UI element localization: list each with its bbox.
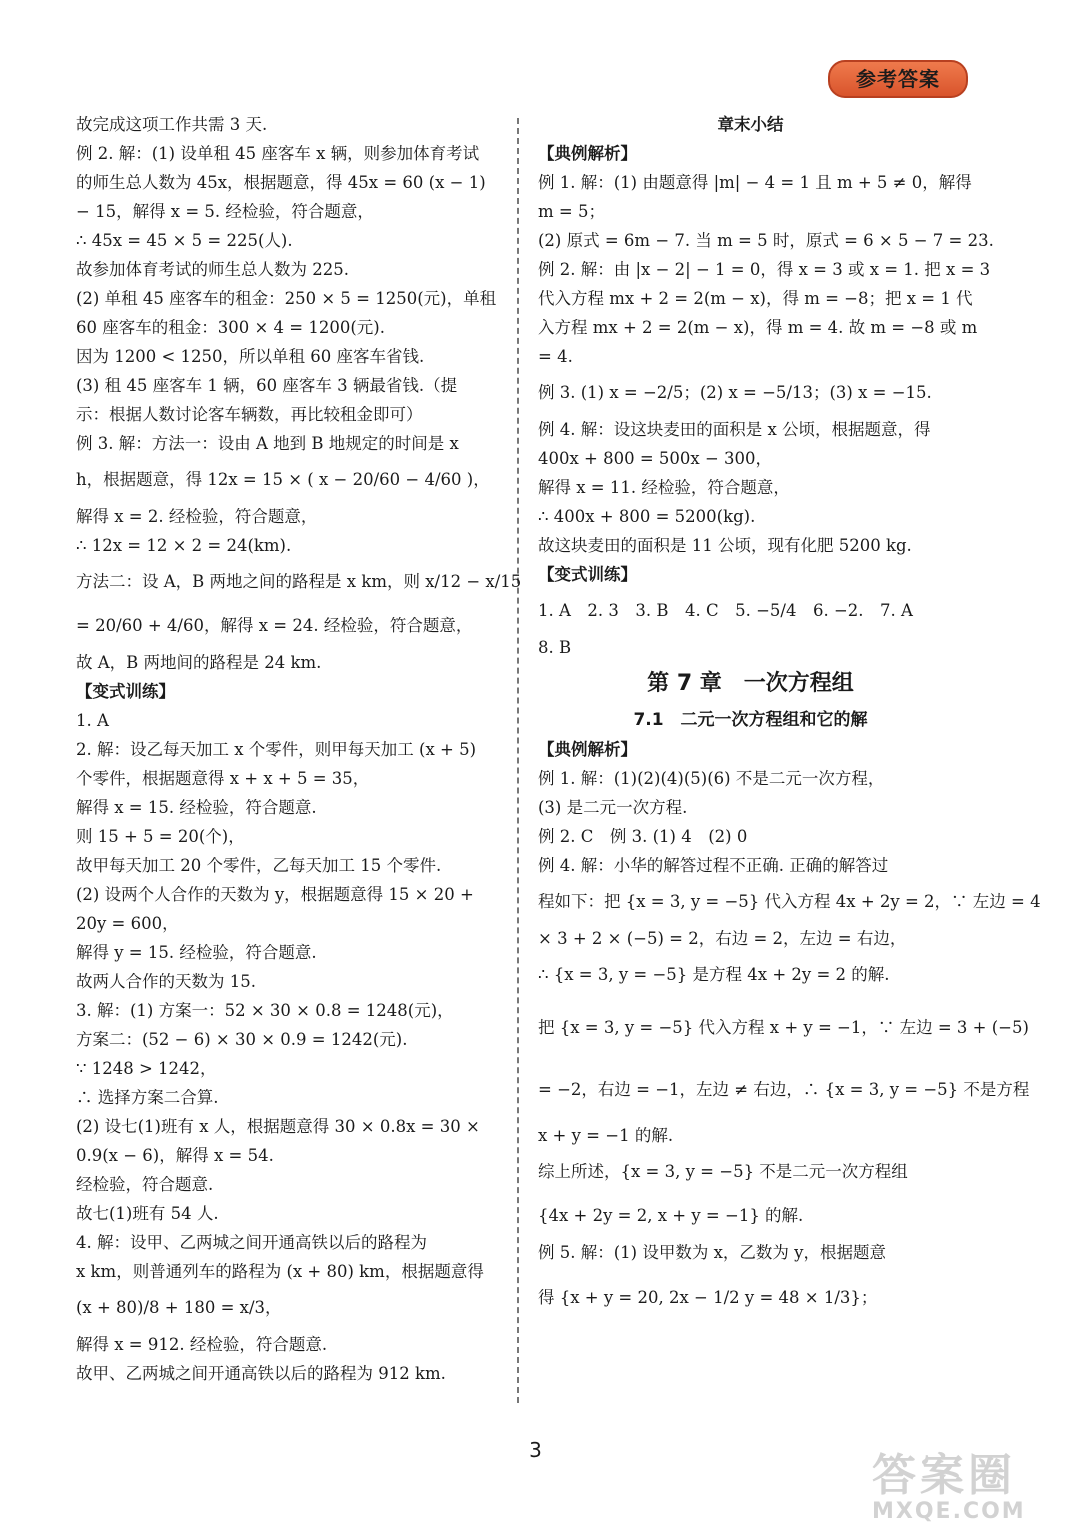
text-line: 得 {x + y = 20, 2x − 1/2 y = 48 × 1/3}； [538,1288,878,1307]
text-line: m = 5； [538,202,605,221]
text-line: 解得 y = 15. 经检验，符合题意. [76,943,317,962]
text-line: 60 座客车的租金：300 × 4 = 1200(元). [76,318,385,337]
text-line: 1. A [76,711,109,730]
text-line: 例 2. C 例 3. (1) 4 (2) 0 [538,827,748,846]
text-line: ∴ 400x + 800 = 5200(kg). [538,507,756,526]
left-column [76,110,522,1388]
text-line: (2) 单租 45 座客车的租金：250 × 5 = 1250(元)，单租 [76,289,497,308]
text-line: 程如下：把 {x = 3, y = −5} 代入方程 4x + 2y = 2，∵ 左边 = 4 [538,892,1041,911]
text-line: h，根据题意，得 12x = 15 × ( x − 20/60 − 4/60 )， [76,470,490,489]
section-heading: 【典例解析】 [538,740,637,759]
text-line: 因为 1200 < 1250，所以单租 60 座客车省钱. [76,347,425,366]
text-line: (x + 80)/8 + 180 = x/3， [76,1298,282,1317]
text-line: 则 15 + 5 = 20(个)， [76,827,245,846]
text-line: 解得 x = 11. 经检验，符合题意， [538,478,790,497]
text-line: ∴ {x = 3, y = −5} 是方程 4x + 2y = 2 的解. [538,965,890,984]
text-line: ∴ 45x = 45 × 5 = 225(人). [76,231,293,250]
text-line: 故完成这项工作共需 3 天. [76,115,268,134]
text-line: x + y = −1 的解. [538,1126,674,1145]
text-line: 例 2. 解：(1) 设单租 45 座客车 x 辆，则参加体育考试 [76,144,480,163]
text-line: 例 4. 解：小华的解答过程不正确. 正确的解答过 [538,856,889,875]
text-line: 经检验，符合题意. [76,1175,214,1194]
text-line: 8. B [538,638,572,657]
text-line: 方案二：(52 − 6) × 30 × 0.9 = 1242(元). [76,1030,408,1049]
text-line: 故这块麦田的面积是 11 公顷，现有化肥 5200 kg. [538,536,912,555]
text-line: = 20/60 + 4/60，解得 x = 24. 经检验，符合题意， [76,616,473,635]
text-line: 故甲、乙两城之间开通高铁以后的路程为 912 km. [76,1364,446,1383]
text-line: 故两人合作的天数为 15. [76,972,256,991]
text-line: ∴ 12x = 12 × 2 = 24(km). [76,536,292,555]
text-line: {4x + 2y = 2, x + y = −1} 的解. [538,1206,804,1225]
section-heading: 【变式训练】 [76,682,175,701]
text-line: 代入方程 mx + 2 = 2(m − x)，得 m = −8；把 x = 1 代 [538,289,973,308]
watermark-text: 答案圈 [872,1450,1016,1501]
text-line: 例 1. 解：(1)(2)(4)(5)(6) 不是二元一次方程， [538,769,885,788]
text-line: (2) 原式 = 6m − 7. 当 m = 5 时，原式 = 6 × 5 − 7 = 23. [538,231,994,250]
column-divider [517,118,519,1403]
text-line: 的师生总人数为 45x，根据题意，得 45x = 60 (x − 1) [76,173,486,192]
text-line: ∴ 选择方案二合算. [76,1088,219,1107]
text-line: ∵ 1248 > 1242， [76,1059,217,1078]
text-line: 个零件，根据题意得 x + x + 5 = 35， [76,769,370,788]
text-line: 入方程 mx + 2 = 2(m − x)，得 m = 4. 故 m = −8 或 m [538,318,978,337]
text-line: 综上所述，{x = 3, y = −5} 不是二元一次方程组 [538,1162,908,1181]
text-line: 400x + 800 = 500x − 300， [538,449,773,468]
text-line: 故甲每天加工 20 个零件，乙每天加工 15 个零件. [76,856,442,875]
text-line: 把 {x = 3, y = −5} 代入方程 x + y = −1，∵ 左边 = 3 + (−5) [538,1018,1029,1037]
text-line: 解得 x = 15. 经检验，符合题意. [76,798,317,817]
text-line: = −2，右边 = −1，左边 ≠ 右边，∴ {x = 3, y = −5} 不是方程 [538,1080,1030,1099]
chapter-title: 第 7 章 一次方程组 [647,671,854,696]
text-line: 2. 解：设乙每天加工 x 个零件，则甲每天加工 (x + 5) [76,740,477,759]
text-line: 例 1. 解：(1) 由题意得 |m| − 4 = 1 且 m + 5 ≠ 0，解得 [538,173,972,192]
text-line: − 15，解得 x = 5. 经检验，符合题意， [76,202,374,221]
text-line: = 4. [538,347,573,366]
text-line: 0.9(x − 6)，解得 x = 54. [76,1146,274,1165]
text-line: 例 3. (1) x = −2/5；(2) x = −5/13；(3) x = −15. [538,383,932,402]
text-line: (3) 是二元一次方程. [538,798,688,817]
text-line: 解得 x = 2. 经检验，符合题意， [76,507,318,526]
section-title: 章末小结 [717,115,784,134]
text-line: 故 A，B 两地间的路程是 24 km. [76,653,322,672]
text-line: 示：根据人数讨论客车辆数，再比较租金即可） [76,405,423,424]
text-line: 4. 解：设甲、乙两城之间开通高铁以后的路程为 [76,1233,427,1252]
text-line: (2) 设两个人合作的天数为 y，根据题意得 15 × 20 + [76,885,474,904]
text-line: 1. A 2. 3 3. B 4. C 5. −5/4 6. −2. 7. A [538,601,913,620]
section-heading: 【典例解析】 [538,144,637,163]
text-line: 例 2. 解：由 |x − 2| − 1 = 0，得 x = 3 或 x = 1. 把 x = 3 [538,260,991,279]
text-line: 解得 x = 912. 经检验，符合题意. [76,1335,328,1354]
answer-key-badge: 参考答案 [828,60,968,98]
section-heading: 【变式训练】 [538,565,637,584]
text-line: 20y = 600， [76,914,179,933]
text-line: (2) 设七(1)班有 x 人，根据题意得 30 × 0.8x = 30 × [76,1117,480,1136]
watermark-url: MXQE.COM [872,1499,1026,1524]
watermark-logo [872,1452,1052,1528]
page-number: 3 [529,1438,542,1462]
text-line: 例 5. 解：(1) 设甲数为 x，乙数为 y，根据题意 [538,1243,886,1262]
text-line: 例 3. 解：方法一：设由 A 地到 B 地规定的时间是 x [76,434,459,453]
text-line: 3. 解：(1) 方案一：52 × 30 × 0.8 = 1248(元)， [76,1001,454,1020]
text-line: × 3 + 2 × (−5) = 2，右边 = 2，左边 = 右边， [538,929,907,948]
text-line: 故参加体育考试的师生总人数为 225. [76,260,349,279]
text-line: 故七(1)班有 54 人. [76,1204,219,1223]
section-title: 7.1 二元一次方程组和它的解 [633,710,868,730]
text-line: 方法二：设 A，B 两地之间的路程是 x km，则 x/12 − x/15 [76,572,522,591]
text-line: 例 4. 解：设这块麦田的面积是 x 公顷，根据题意，得 [538,420,931,439]
text-line: x km，则普通列车的路程为 (x + 80) km，根据题意得 [76,1262,484,1281]
right-column [538,110,1041,1329]
text-line: (3) 租 45 座客车 1 辆，60 座客车 3 辆最省钱.（提 [76,376,458,395]
